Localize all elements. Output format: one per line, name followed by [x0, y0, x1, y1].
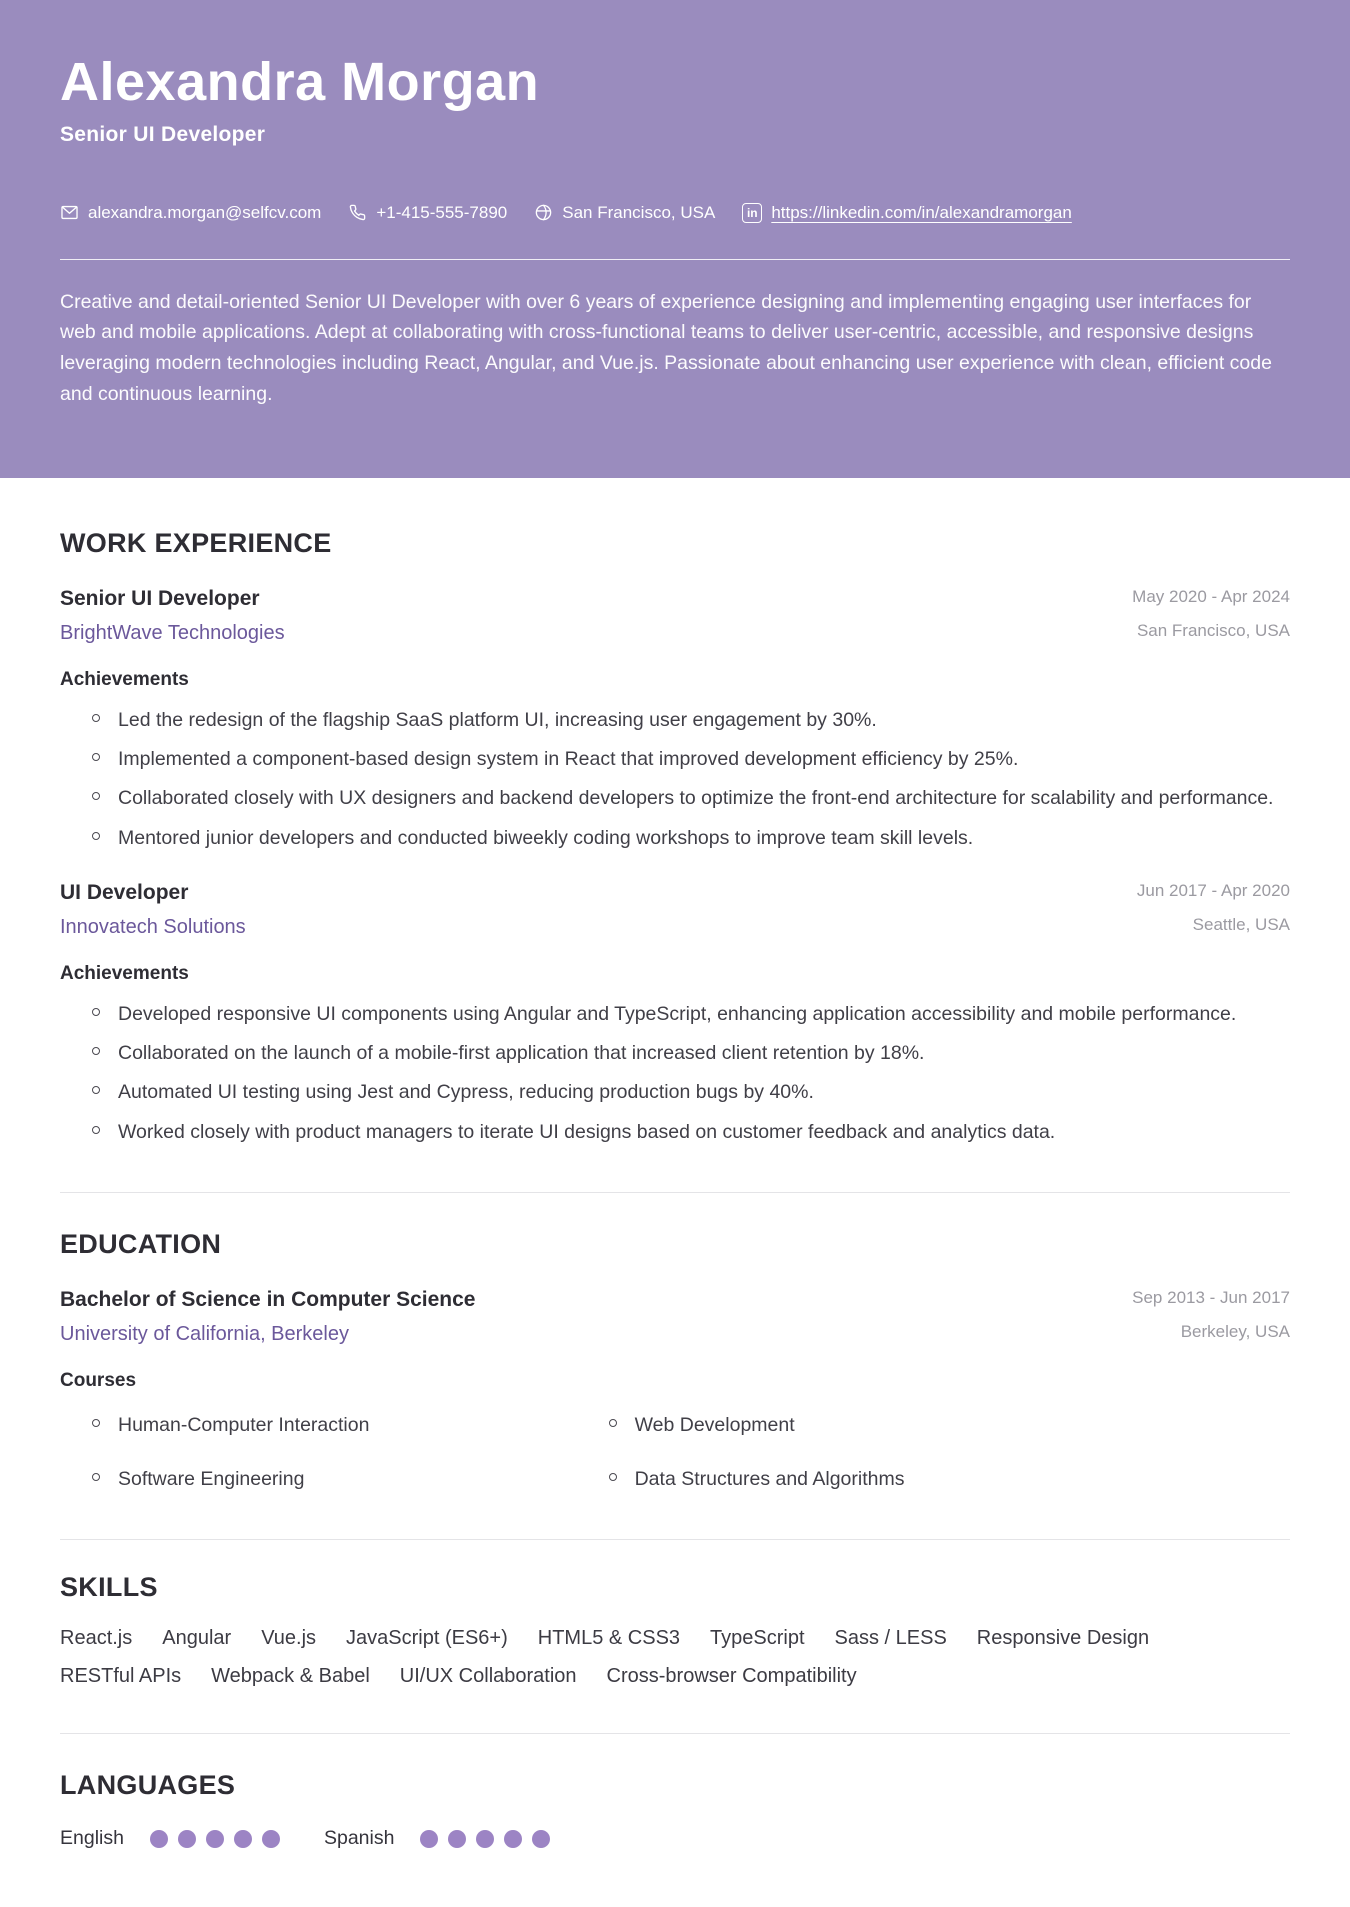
- bullet-circle-icon: [92, 1126, 100, 1134]
- level-dot-filled-icon: [448, 1830, 466, 1848]
- achievement-text: Implemented a component-based design system in React that improved development efficiency by 25%.: [118, 748, 1019, 771]
- skill-item: JavaScript (ES6+): [346, 1627, 508, 1650]
- profile-summary: Creative and detail-oriented Senior UI Developer with over 6 years of experience designing and implementing engaging user interfaces for web and mobile applications. Adept at collaborating with cross-functional teams to deliver user-centric, accessible, and responsive designs leveraging modern technologies including React, Angular, and Vue.js. Passionate about enhancing user experience with clean, efficient code and continuous learning.: [60, 290, 1272, 405]
- languages-heading: LANGUAGES: [60, 1770, 236, 1801]
- skill-item: Responsive Design: [976, 1627, 1150, 1650]
- school-name: University of California, Berkeley: [60, 1322, 349, 1345]
- resume-header: [0, 0, 1350, 478]
- skills-list: [60, 1627, 1290, 1688]
- language-level-dots: [150, 1830, 280, 1848]
- job-location: Seattle, USA: [1192, 914, 1290, 934]
- job-header: [60, 587, 1290, 645]
- bullet-circle-icon: [92, 792, 100, 800]
- level-dot-filled-icon: [476, 1830, 494, 1848]
- job-company: BrightWave Technologies: [60, 622, 285, 644]
- section-divider: [60, 1733, 1290, 1734]
- skill-item: UI/UX Collaboration: [399, 1665, 577, 1688]
- contact-location-text: San Francisco, USA: [562, 202, 716, 222]
- achievements-list: [60, 999, 1290, 1147]
- section-divider: [60, 1539, 1290, 1540]
- level-dot-filled-icon: [206, 1830, 224, 1848]
- bullet-circle-icon: [92, 1008, 100, 1016]
- job-company: Innovatech Solutions: [60, 915, 246, 938]
- courses-list: [60, 1410, 1290, 1494]
- achievement-item: [60, 783, 1290, 813]
- job-title: UI Developer: [60, 880, 189, 904]
- contact-phone: [348, 203, 507, 223]
- education-dates: Sep 2013 - Jun 2017: [1132, 1287, 1290, 1307]
- achievements-list: [60, 705, 1290, 853]
- bullet-circle-icon: [609, 1473, 617, 1481]
- achievement-item: [60, 823, 1290, 853]
- education-entry: [60, 1288, 1290, 1494]
- achievement-item: [60, 744, 1290, 774]
- course-text: Human-Computer Interaction: [118, 1413, 370, 1436]
- bullet-circle-icon: [92, 832, 100, 840]
- education-header: [60, 1288, 1290, 1346]
- course-text: Software Engineering: [118, 1467, 305, 1490]
- level-dot-filled-icon: [532, 1830, 550, 1848]
- section-divider: [60, 1192, 1290, 1193]
- contact-email-text: alexandra.morgan@selfcv.com: [88, 202, 322, 222]
- header-divider: [60, 259, 1290, 260]
- contact-email: [60, 203, 321, 223]
- education-location: Berkeley, USA: [1180, 1321, 1290, 1341]
- skill-item: Sass / LESS: [834, 1627, 947, 1650]
- achievement-text: Automated UI testing using Jest and Cypress, reducing production bugs by 40%.: [118, 1081, 814, 1104]
- course-item: [60, 1464, 577, 1494]
- skill-item: Webpack & Babel: [211, 1665, 370, 1688]
- skill-item: Cross-browser Compatibility: [606, 1665, 857, 1688]
- job-title: Senior UI Developer: [60, 587, 260, 610]
- language-name: Spanish: [323, 1827, 395, 1850]
- skill-item: React.js: [60, 1627, 133, 1650]
- skill-item: Vue.js: [261, 1627, 317, 1650]
- achievements-label: Achievements: [60, 962, 189, 984]
- contact-phone-text: +1-415-555-7890: [376, 202, 508, 222]
- course-item: [577, 1464, 1290, 1494]
- job-entry: [60, 881, 1290, 1147]
- achievement-text: Led the redesign of the flagship SaaS platform UI, increasing user engagement by 30%.: [118, 709, 877, 731]
- achievements-label: Achievements: [60, 669, 189, 690]
- course-item: [577, 1410, 1290, 1440]
- languages-list: [60, 1827, 1290, 1850]
- language-level-dots: [420, 1830, 550, 1848]
- course-item: [60, 1410, 577, 1440]
- globe-icon: [534, 203, 553, 222]
- level-dot-filled-icon: [504, 1830, 522, 1848]
- bullet-circle-icon: [92, 714, 100, 722]
- skill-item: HTML5 & CSS3: [537, 1627, 681, 1650]
- skills-heading: SKILLS: [60, 1572, 158, 1603]
- resume-body: [0, 528, 1350, 1890]
- course-text: Data Structures and Algorithms: [634, 1467, 905, 1490]
- level-dot-filled-icon: [262, 1830, 280, 1848]
- degree-title: Bachelor of Science in Computer Science: [60, 1287, 476, 1311]
- course-text: Web Development: [634, 1413, 795, 1436]
- job-dates: May 2020 - Apr 2024: [1132, 587, 1290, 606]
- job-header: [60, 881, 1290, 939]
- achievement-item: [60, 1117, 1290, 1147]
- email-icon: [60, 203, 79, 222]
- bullet-circle-icon: [92, 1086, 100, 1094]
- job-location: San Francisco, USA: [1136, 621, 1290, 640]
- achievement-text: Collaborated closely with UX designers and backend developers to optimize the front-end architecture for scalability and performance.: [118, 787, 1274, 810]
- achievement-item: [60, 705, 1290, 735]
- skill-item: RESTful APIs: [60, 1665, 182, 1688]
- education-heading: EDUCATION: [60, 1228, 222, 1259]
- level-dot-filled-icon: [234, 1830, 252, 1848]
- phone-icon: [348, 203, 367, 222]
- person-name: Alexandra Morgan: [60, 52, 540, 112]
- courses-label: Courses: [60, 1369, 137, 1391]
- bullet-circle-icon: [92, 1419, 100, 1427]
- achievement-text: Developed responsive UI components using Angular and TypeScript, enhancing application accessibility and mobile performance.: [118, 1002, 1237, 1025]
- skill-item: Angular: [162, 1627, 232, 1650]
- person-job-title: Senior UI Developer: [60, 122, 266, 146]
- achievement-text: Mentored junior developers and conducted biweekly coding workshops to improve team skill levels.: [118, 826, 974, 849]
- job-dates: Jun 2017 - Apr 2020: [1136, 880, 1290, 900]
- skill-item: TypeScript: [710, 1627, 805, 1650]
- level-dot-filled-icon: [178, 1830, 196, 1848]
- work-experience-heading: WORK EXPERIENCE: [60, 528, 332, 558]
- contact-location: [534, 203, 715, 223]
- bullet-circle-icon: [92, 1473, 100, 1481]
- achievement-text: Collaborated on the launch of a mobile-first application that increased client retention by 18%.: [118, 1042, 925, 1065]
- achievement-item: [60, 1077, 1290, 1107]
- bullet-circle-icon: [92, 753, 100, 761]
- achievement-item: [60, 1038, 1290, 1068]
- language-item: [60, 1827, 280, 1850]
- language-name: English: [60, 1827, 124, 1850]
- linkedin-icon: in: [742, 203, 762, 223]
- achievement-item: [60, 999, 1290, 1029]
- linkedin-link[interactable]: https://linkedin.com/in/alexandramorgan: [771, 202, 1072, 222]
- contact-linkedin: [742, 203, 1072, 223]
- level-dot-filled-icon: [420, 1830, 438, 1848]
- contact-row: [60, 203, 1290, 223]
- language-item: [324, 1827, 550, 1850]
- bullet-circle-icon: [92, 1047, 100, 1055]
- job-entry: [60, 587, 1290, 853]
- bullet-circle-icon: [609, 1419, 617, 1427]
- level-dot-filled-icon: [150, 1830, 168, 1848]
- achievement-text: Worked closely with product managers to iterate UI designs based on customer feedback and analytics data.: [118, 1120, 1056, 1143]
